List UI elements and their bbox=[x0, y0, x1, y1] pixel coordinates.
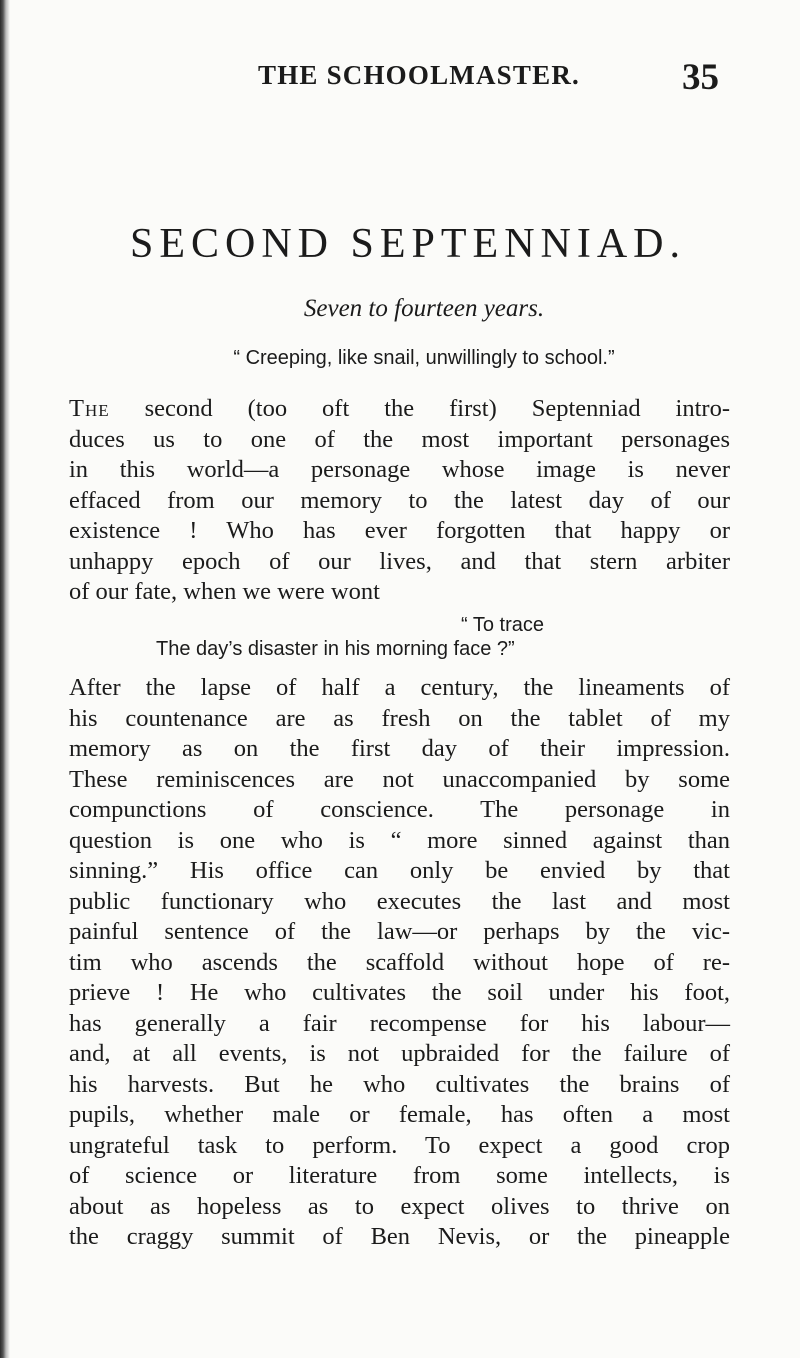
paragraph-2-line: and, at all events, is not upbraided for the failure of bbox=[69, 1040, 730, 1067]
paragraph-2-line: After the lapse of half a century, the lineaments of bbox=[69, 674, 730, 701]
paragraph-2-line: of science or literature from some intellects, is bbox=[69, 1162, 730, 1189]
paragraph-2-line: question is one who is “ more sinned against than bbox=[69, 826, 730, 854]
paragraph-2-line: public functionary who executes the last and most bbox=[69, 887, 730, 915]
paragraph-2-line: about as hopeless as to expect olives to thrive on bbox=[69, 1192, 730, 1220]
paragraph-1-first-line-rest: second (too oft the first) Septenniad intro- bbox=[109, 395, 730, 422]
paragraph-2-line: sinning.” His office can only be envied by that bbox=[69, 857, 730, 884]
paragraph-1-line bbox=[69, 394, 730, 425]
paragraph-2-line: the craggy summit of Ben Nevis, or the pineapple bbox=[69, 1223, 730, 1250]
lead-word: The bbox=[69, 395, 110, 422]
paragraph-2-line: painful sentence of the law—or perhaps by the vic- bbox=[69, 918, 730, 945]
paragraph-1-line: of our fate, when we were wont bbox=[69, 578, 380, 605]
paragraph-2-line: pupils, whether male or female, has often a most bbox=[69, 1101, 730, 1128]
paragraph-2-line: prieve ! He who cultivates the soil under his foot, bbox=[69, 979, 730, 1006]
paragraph-2-line: his countenance are as fresh on the tablet of my bbox=[69, 704, 730, 732]
paragraph-2-line: These reminiscences are not unaccompanied by some bbox=[69, 765, 730, 793]
paragraph-2-line: his harvests. But he who cultivates the brains of bbox=[69, 1070, 730, 1098]
running-head bbox=[0, 58, 800, 98]
paragraph-1-line: existence ! Who has ever forgotten that happy or bbox=[69, 517, 730, 544]
paragraph-1-line: unhappy epoch of our lives, and that stern arbiter bbox=[69, 547, 730, 575]
paragraph-2-line: has generally a fair recompense for his labour— bbox=[69, 1009, 730, 1037]
page-number: 35 bbox=[682, 57, 719, 98]
paragraph-2 bbox=[69, 673, 730, 1253]
paragraph-1-line: effaced from our memory to the latest day of our bbox=[69, 486, 730, 514]
section-title: SECOND SEPTENNIAD. bbox=[129, 221, 686, 267]
paragraph-1-line: in this world—a personage whose image is never bbox=[69, 456, 730, 483]
page-spine-shadow bbox=[0, 0, 10, 1358]
epigraph: “ Creeping, like snail, unwillingly to school.” bbox=[233, 347, 615, 369]
running-title: THE SCHOOLMASTER. bbox=[258, 60, 580, 90]
paragraph-2-line: compunctions of conscience. The personage in bbox=[69, 796, 730, 823]
paragraph-2-line: tim who ascends the scaffold without hope of re- bbox=[69, 948, 730, 976]
paragraph-2-line: ungrateful task to perform. To expect a good crop bbox=[69, 1131, 730, 1159]
paragraph-1 bbox=[69, 394, 730, 608]
quote-line-1: “ To trace bbox=[461, 614, 544, 636]
section-subtitle: Seven to fourteen years. bbox=[303, 295, 545, 322]
paragraph-1-line: duces us to one of the most important personages bbox=[69, 425, 730, 453]
quote-line-2: The day’s disaster in his morning face ?” bbox=[156, 638, 515, 660]
paragraph-2-line: memory as on the first day of their impression. bbox=[69, 735, 730, 762]
